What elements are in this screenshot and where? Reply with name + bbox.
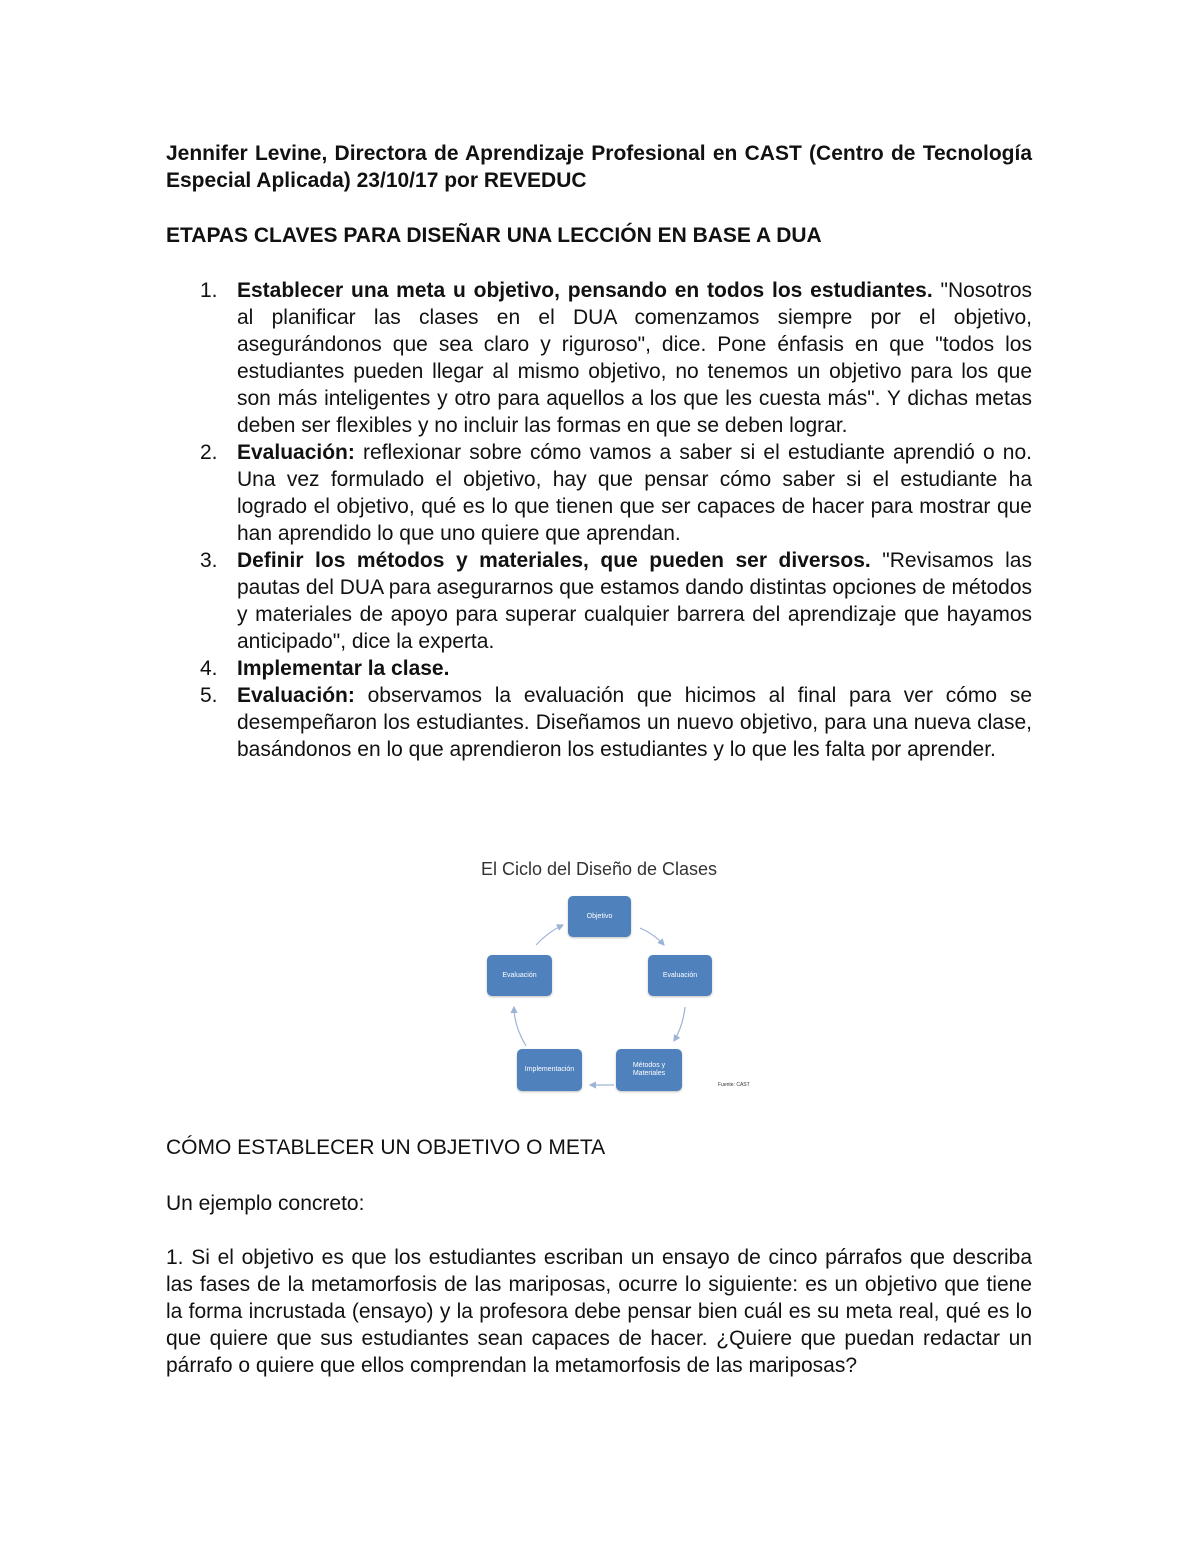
example-intro: Un ejemplo concreto: <box>166 1192 365 1215</box>
item-number: 3. <box>200 549 218 572</box>
item-text: "Revisamos las pautas del DUA para asegurarnos que estamos dando distintas opciones de métodos y materiales de apoyo para superar cualquier barrera del aprendizaje que hayamos anticipado", dice la experta. <box>237 549 1033 653</box>
diagram-source: Fuente: CAST <box>718 1082 750 1088</box>
section2-title: CÓMO ESTABLECER UN OBJETIVO O META <box>166 1136 606 1159</box>
item-text: "Nosotros al planificar las clases en el DUA comenzamos siempre por el objetivo, asegurándonos que sea claro y riguroso", dice. Pone énfasis en que "todos los estudiantes pueden llegar al mismo objetivo, no tenemos un objetivo para los que son más inteligentes y otro para aquellos a los que les cuesta más". Y dichas metas deben ser flexibles y no incluir las formas en que se deben lograr. <box>237 279 1032 437</box>
item-heading: Evaluación: <box>237 684 355 707</box>
arrow-objetivo-to-evaluacion <box>640 928 664 945</box>
item-heading: Establecer una meta u objetivo, pensando en todos los estudiantes. <box>237 279 933 302</box>
node-objetivo: Objetivo <box>568 896 631 937</box>
arrow-implementacion-to-evaluacion <box>514 1007 526 1046</box>
item-number: 1. <box>200 279 218 302</box>
list-item <box>166 439 1032 547</box>
diagram-title: El Ciclo del Diseño de Clases <box>480 859 718 879</box>
item-heading: Evaluación: <box>237 441 355 464</box>
cycle-diagram <box>468 852 758 1100</box>
node-evaluacion-right: Evaluación <box>648 955 712 996</box>
example-paragraph: 1. Si el objetivo es que los estudiantes escriban un ensayo de cinco párrafos que describa las fases de la metamorfosis de las mariposas, ocurre lo siguiente: es un objetivo que tiene la forma incrustada (ensayo) y la profesora debe pensar bien cuál es su meta real, qué es lo que quiere que sus estudiantes sean capaces de hacer. ¿Quiere que puedan redactar un párrafo o quiere que ellos comprendan la metamorfosis de las mariposas? <box>166 1246 1032 1377</box>
node-evaluacion-left: Evaluación <box>487 955 552 996</box>
list-item <box>166 655 1032 682</box>
list-item <box>166 682 1032 763</box>
item-heading: Implementar la clase. <box>237 657 450 680</box>
item-text: observamos la evaluación que hicimos al final para ver cómo se desempeñaron los estudiantes. Diseñamos un nuevo objetivo, para una nueva clase, basándonos en lo que aprendieron los estudiantes y lo que les falta por aprender. <box>237 684 1032 761</box>
item-number: 4. <box>200 657 218 680</box>
section-title: ETAPAS CLAVES PARA DISEÑAR UNA LECCIÓN EN BASE A DUA <box>166 224 822 247</box>
node-implementacion: Implementación <box>517 1049 582 1091</box>
author-header: Jennifer Levine, Directora de Aprendizaje Profesional en CAST (Centro de Tecnología Especial Aplicada) 23/10/17 por REVEDUC <box>166 142 1032 192</box>
item-number: 5. <box>200 684 218 707</box>
list-item <box>166 547 1032 655</box>
item-text: reflexionar sobre cómo vamos a saber si el estudiante aprendió o no. Una vez formulado el objetivo, hay que pensar cómo saber si el estudiante ha logrado el objetivo, qué es lo que tienen que ser capaces de hacer para mostrar que han aprendido lo que uno quiere que aprendan. <box>237 441 1032 545</box>
item-number: 2. <box>200 441 218 464</box>
item-heading: Definir los métodos y materiales, que pueden ser diversos. <box>237 549 871 572</box>
steps-list <box>166 277 1032 763</box>
list-item <box>166 277 1032 439</box>
node-metodos-materiales: Métodos y Materiales <box>616 1049 682 1091</box>
arrow-evaluacion-to-objetivo <box>536 925 563 945</box>
arrow-evaluacion-to-metodos <box>674 1007 685 1041</box>
